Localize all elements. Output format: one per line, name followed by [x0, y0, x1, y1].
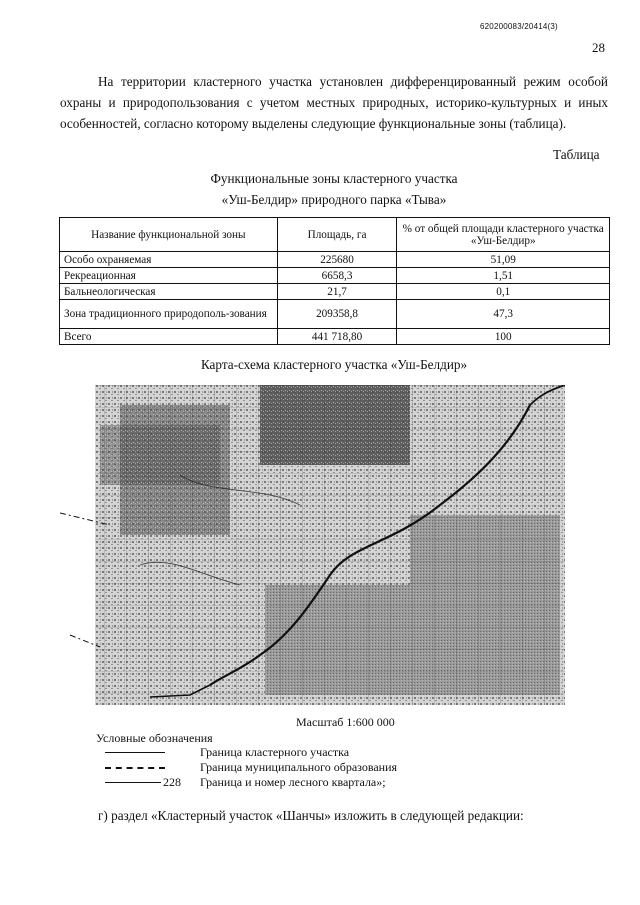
legend-label: Граница кластерного участка	[200, 745, 350, 759]
table-cell-zone: Особо охраняемая	[60, 252, 278, 268]
table-cell-area: 209358,8	[277, 300, 397, 329]
legend-item-forest-quarter	[105, 775, 525, 791]
legend-solid-line	[105, 752, 165, 753]
table-cell-percent: 100	[397, 329, 610, 345]
table-row	[60, 268, 610, 284]
table-cell-percent: 51,09	[397, 252, 610, 268]
closing-instruction: г) раздел «Кластерный участок «Шанчы» изложить в следующей редакции:	[98, 808, 524, 823]
page-number: 28	[592, 40, 605, 55]
legend-label: Граница муниципального образования	[200, 760, 398, 774]
table-header-percent: % от общей площади кластерного участка «Уш-Белдир»	[397, 218, 610, 252]
table-cell-area: 441 718,80	[277, 329, 397, 345]
table-cell-zone: Всего	[60, 329, 278, 345]
table-cell-area: 6658,3	[277, 268, 397, 284]
map-scale: Масштаб 1:600 000	[296, 715, 395, 729]
table-cell-percent: 0,1	[397, 284, 610, 300]
zones-table	[59, 217, 610, 345]
map-image	[60, 385, 565, 705]
table-cell-percent: 47,3	[397, 300, 610, 329]
legend-item-municipal-boundary	[105, 760, 525, 776]
legend-title: Условные обозначения	[96, 731, 213, 745]
intro-paragraph	[60, 71, 608, 134]
legend-item-cluster-boundary	[105, 745, 525, 761]
legend-number: 228	[163, 775, 181, 789]
table-cell-area: 225680	[277, 252, 397, 268]
legend-label: Граница и номер лесного квартала»;	[200, 775, 386, 789]
table-cell-zone: Рекреационная	[60, 268, 278, 284]
table-cell-zone: Бальнеологическая	[60, 284, 278, 300]
table-row	[60, 300, 610, 329]
table-row-total	[60, 329, 610, 345]
table-caption	[60, 168, 608, 210]
map-caption: Карта-схема кластерного участка «Уш-Белдир»	[200, 357, 468, 372]
table-cell-area: 21,7	[277, 284, 397, 300]
table-caption-line2: «Уш-Белдир» природного парка «Тыва»	[221, 192, 447, 207]
table-header-name: Название функциональной зоны	[60, 218, 278, 252]
table-cell-zone: Зона традиционного природополь-зования	[60, 300, 278, 329]
table-row	[60, 284, 610, 300]
table-caption-line1: Функциональные зоны кластерного участка	[210, 171, 458, 186]
document-id: 620200083/20414(3)	[480, 22, 558, 31]
table-header-area: Площадь, га	[277, 218, 397, 252]
table-row	[60, 252, 610, 268]
intro-paragraph-text: На территории кластерного участка установлен дифференцированный режим особой охраны и природопользования с учетом местных природных, историко-культурных и иных особенностей, согласно которому выделены следующие функциональные зоны (таблица).	[60, 74, 608, 131]
legend-dash-dot-line	[105, 767, 165, 769]
table-header-row	[60, 218, 610, 252]
legend-numbered-line	[105, 782, 161, 783]
table-label: Таблица	[553, 147, 600, 162]
table-cell-percent: 1,51	[397, 268, 610, 284]
